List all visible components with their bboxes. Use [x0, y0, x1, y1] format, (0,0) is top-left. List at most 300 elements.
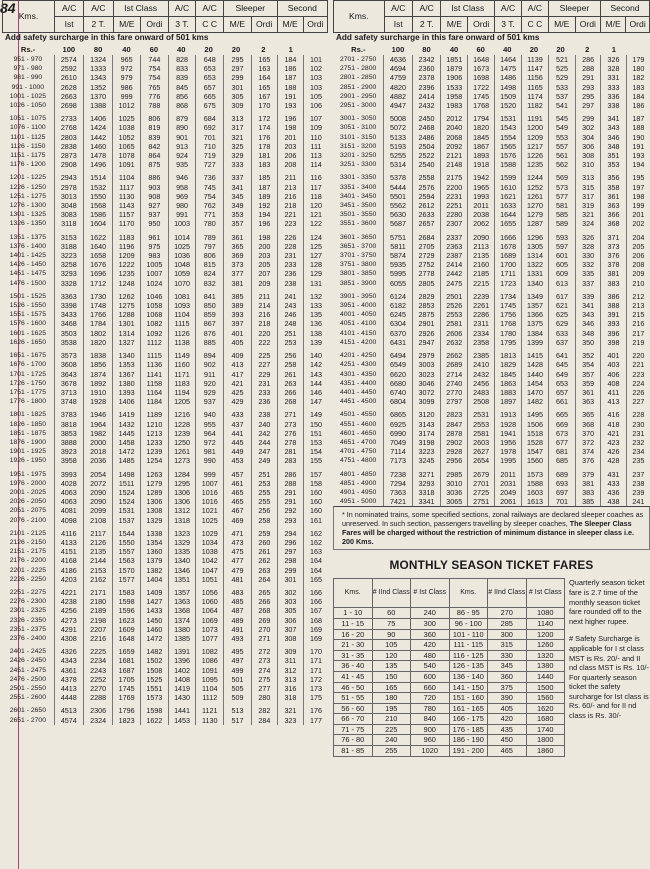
fare-cell: 505 [224, 684, 252, 693]
fare-cell: 441 [224, 429, 252, 438]
right-fare-row [333, 114, 650, 123]
fare-cell: 223 [626, 370, 650, 379]
fare-cell: 2148 [441, 160, 468, 169]
fare-cell: 223 [277, 219, 303, 228]
fare-cell: 1409 [141, 588, 169, 597]
fare-cell: 219 [626, 338, 650, 347]
fare-cell: 2574 [54, 55, 83, 64]
fare-cell: 876 [196, 329, 224, 338]
fare-cell: 2531 [468, 410, 495, 419]
fare-cell: 188 [277, 83, 303, 92]
fare-cell: 4291 [54, 625, 83, 634]
kms-range-cell: 1101 - 1125 [10, 133, 46, 141]
monthly-row [334, 618, 565, 629]
fare-cell: 4361 [54, 666, 83, 675]
fare-cell: 411 [601, 388, 626, 397]
fare-cell: 1964 [83, 420, 112, 429]
right-fare-row [333, 292, 650, 301]
fare-cell: 269 [251, 616, 277, 625]
fare-cell: 1659 [113, 647, 141, 656]
fare-cell: 1357 [522, 301, 549, 310]
fare-cell: 263 [251, 566, 277, 575]
fare-cell: 1712 [83, 279, 112, 288]
fare-cell: 167 [251, 92, 277, 101]
fare-cell: 1048 [168, 260, 196, 269]
fare-cell: 693 [549, 479, 576, 488]
fare-cell: 677 [549, 438, 576, 447]
fare-cell: 2108 [83, 516, 112, 525]
fare-cell: 1250 [168, 438, 196, 447]
kms-range-cell: 1401 - 1425 [9, 252, 46, 260]
fare-cell: 562 [549, 160, 576, 169]
fare-cell: 2072 [83, 479, 112, 488]
fare-cell: 449 [224, 447, 252, 456]
fare-cell: 513 [224, 706, 252, 715]
fare-cell: 1343 [83, 73, 112, 82]
fare-cell: 131 [303, 279, 328, 288]
kms-range-cell: 2026 - 2050 [9, 498, 46, 506]
fare-cell: 259 [251, 529, 277, 538]
fare-cell: 3271 [412, 470, 441, 479]
kms-range-cell: 2551 - 2600 [9, 694, 46, 702]
fare-cell: 343 [575, 310, 600, 319]
monthly-title: MONTHLY SEASON TICKET FARES [389, 558, 594, 573]
fare-cell: 385 [224, 292, 252, 301]
fare-cell: 1433 [141, 606, 169, 615]
monthly-cell: 96 - 100 [449, 618, 488, 629]
fare-cell: 975 [141, 242, 169, 251]
fare-cell: 2847 [441, 420, 468, 429]
fare-cell: 2610 [54, 73, 83, 82]
monthly-cell: 141 - 150 [449, 682, 488, 693]
left-fare-row [2, 292, 328, 301]
right-fare-row [333, 64, 650, 73]
fare-cell: 2011 [468, 201, 495, 210]
fare-cell: 1676 [83, 260, 112, 269]
fare-cell: 1520 [495, 101, 522, 110]
left-fare-row [2, 379, 328, 388]
right-header-sub-5-0: M/E [548, 17, 575, 33]
fare-cell: 461 [224, 479, 252, 488]
fare-cell: 4221 [54, 588, 83, 597]
kms-range-cell: 3751 - 3800 [339, 261, 377, 269]
fare-cell: 901 [168, 133, 196, 142]
fare-cell: 2261 [468, 301, 495, 310]
fare-cell: 226 [626, 388, 650, 397]
right-fare-row [333, 379, 650, 388]
fare-cell: 2061 [495, 497, 522, 506]
fare-cell: 841 [196, 292, 224, 301]
fare-cell: 183 [251, 160, 277, 169]
fare-cell: 1213 [141, 429, 169, 438]
fare-cell: 1209 [522, 133, 549, 142]
fare-cell: 339 [575, 292, 600, 301]
fare-cell: 190 [626, 133, 650, 142]
fare-cell: 232 [626, 438, 650, 447]
kms-range-cell: 1976 - 2000 [9, 479, 46, 487]
fare-cell: 2092 [441, 142, 468, 151]
fare-cell: 1382 [141, 566, 169, 575]
fare-cell: 839 [141, 133, 169, 142]
fare-cell: 471 [224, 529, 252, 538]
fare-cell: 433 [224, 410, 252, 419]
right-header-col-5: Sleeper [548, 1, 600, 17]
fare-cell: 1525 [141, 675, 169, 684]
fare-cell: 377 [224, 269, 252, 278]
fare-cell: 144 [303, 379, 328, 388]
kms-range-cell: 2126 - 2150 [9, 538, 46, 546]
kms-range-cell: 1126 - 1150 [10, 142, 46, 150]
fare-cell: 106 [303, 101, 328, 110]
fare-cell: 2207 [83, 625, 112, 634]
fare-cell: 1442 [83, 133, 112, 142]
left-fare-row [2, 279, 328, 288]
monthly-cell: 255 [372, 746, 411, 757]
kms-range-cell: 4901 - 4950 [339, 488, 377, 496]
fare-cell: 301 [277, 575, 303, 584]
fare-cell: 2612 [412, 201, 441, 210]
fare-cell: 1867 [468, 142, 495, 151]
fare-cell: 1209 [113, 251, 141, 260]
monthly-row [334, 682, 565, 693]
fare-cell: 1633 [495, 201, 522, 210]
monthly-cell: 435 [488, 724, 527, 735]
left-fare-row [2, 360, 328, 369]
kms-range-cell: 2001 - 2025 [9, 488, 46, 496]
right-fare-row [333, 201, 650, 210]
fare-cell: 169 [303, 625, 328, 634]
fare-cell: 842 [141, 142, 169, 151]
monthly-cell: 1560 [526, 693, 565, 704]
fare-cell: 637 [549, 338, 576, 347]
fare-cell: 2450 [412, 114, 441, 123]
fare-cell: 479 [224, 566, 252, 575]
fare-cell: 4238 [54, 597, 83, 606]
fare-cell: 206 [277, 151, 303, 160]
fare-cell: 1244 [522, 173, 549, 182]
fare-cell: 5935 [384, 260, 413, 269]
fare-cell: 2171 [83, 588, 112, 597]
fare-cell: 689 [549, 470, 576, 479]
fare-cell: 1766 [83, 310, 112, 319]
monthly-cell: 600 [411, 671, 450, 682]
fare-cell: 657 [196, 83, 224, 92]
fare-cell: 365 [224, 242, 252, 251]
fare-cell: 291 [277, 497, 303, 506]
fare-cell: 222 [251, 338, 277, 347]
left-column [2, 0, 328, 725]
fare-cell: 2956 [441, 456, 468, 465]
fare-cell: 2054 [83, 470, 112, 479]
fare-cell: 4098 [54, 516, 83, 525]
fare-cell: 406 [601, 370, 626, 379]
fare-cell: 122 [303, 219, 328, 228]
fare-cell: 1357 [168, 588, 196, 597]
fare-cell: 260 [251, 538, 277, 547]
fare-cell: 2689 [441, 360, 468, 369]
fare-cell: 2185 [468, 269, 495, 278]
right-fare-row [333, 101, 650, 110]
fare-cell: 649 [549, 370, 576, 379]
fare-cell: 5995 [384, 269, 413, 278]
fare-cell: 521 [549, 55, 576, 64]
fare-cell: 1460 [141, 625, 169, 634]
right-header-col-2: Ist Class [441, 1, 495, 17]
monthly-cell: 375 [488, 682, 527, 693]
kms-range-cell: 1501 - 1525 [9, 292, 46, 300]
fare-cell: 1598 [141, 706, 169, 715]
fare-cell: 164 [251, 73, 277, 82]
fare-cell: 313 [277, 675, 303, 684]
fare-cell: 549 [549, 123, 576, 132]
fare-cell: 1560 [522, 456, 549, 465]
right-header-sub-6-1: Ordi [626, 17, 650, 33]
fare-cell: 228 [626, 410, 650, 419]
left-fare-row [2, 310, 328, 319]
left-header-kms: Kms. [3, 1, 55, 33]
right-header-sub-2-0: M/E [441, 17, 468, 33]
fare-cell: 2049 [495, 488, 522, 497]
monthly-row [334, 746, 565, 757]
monthly-cell: 120 [372, 650, 411, 661]
left-fare-row [2, 497, 328, 506]
fare-cell: 1314 [522, 251, 549, 260]
fare-cell: 165 [251, 55, 277, 64]
left-fare-row [2, 73, 328, 82]
fare-cell: 593 [549, 233, 576, 242]
kms-range-cell: 3601 - 3650 [339, 233, 377, 241]
fare-cell: 185 [251, 173, 277, 182]
fare-cell: 283 [277, 456, 303, 465]
monthly-cell: 101 - 110 [449, 629, 488, 640]
fare-cell: 828 [168, 55, 196, 64]
monthly-cell: 36 - 40 [334, 661, 373, 672]
fare-cell: 1038 [113, 123, 141, 132]
fare-cell: 1115 [168, 319, 196, 328]
fare-cell: 2189 [83, 606, 112, 615]
kms-range-cell: 2351 - 2375 [9, 625, 46, 633]
monthly-cell: 540 [411, 661, 450, 672]
fare-cell: 1557 [113, 547, 141, 556]
fare-cell: 436 [601, 488, 626, 497]
fare-cell: 1235 [522, 160, 549, 169]
fare-cell: 341 [575, 301, 600, 310]
fare-cell: 1509 [495, 92, 522, 101]
fare-cell: 372 [575, 438, 600, 447]
left-fare-row [2, 420, 328, 429]
fare-cell: 1640 [83, 242, 112, 251]
fare-cell: 4343 [54, 656, 83, 665]
fare-cell: 1295 [168, 479, 196, 488]
fare-cell: 271 [277, 410, 303, 419]
fare-cell: 2288 [83, 693, 112, 702]
fare-cell: 2410 [468, 360, 495, 369]
fare-cell: 1795 [495, 338, 522, 347]
fare-cell: 306 [277, 616, 303, 625]
fare-cell: 4759 [384, 73, 413, 82]
left-header-col-6: Second [277, 1, 327, 17]
fare-cell: 374 [575, 447, 600, 456]
fare-cell: 1007 [196, 479, 224, 488]
fare-cell: 221 [277, 210, 303, 219]
fare-cell: 345 [224, 192, 252, 201]
left-fare-row [2, 160, 328, 169]
left-fare-row [2, 447, 328, 456]
fare-cell: 1428 [522, 360, 549, 369]
fare-cell: 266 [251, 597, 277, 606]
left-surcharge-val: 60 [149, 45, 159, 54]
left-fare-row [2, 233, 328, 242]
fare-cell: 202 [626, 219, 650, 228]
fare-cell: 199 [626, 201, 650, 210]
kms-range-cell: 3801 - 3850 [339, 270, 377, 278]
fare-cell: 381 [224, 279, 252, 288]
fare-cell: 2594 [412, 192, 441, 201]
right-surcharge-val: 1 [611, 45, 616, 54]
fare-cell: 135 [303, 310, 328, 319]
fare-cell: 788 [141, 101, 169, 110]
fare-cell: 4081 [54, 506, 83, 515]
fare-cell: 1544 [113, 529, 141, 538]
monthly-cell: 390 [488, 693, 527, 704]
fare-cell: 1863 [495, 379, 522, 388]
fare-cell: 1644 [495, 210, 522, 219]
kms-range-cell: 1426 - 1450 [9, 261, 46, 269]
fare-cell: 1346 [168, 566, 196, 575]
fare-cell: 839 [168, 73, 196, 82]
fare-cell: 1784 [83, 319, 112, 328]
kms-range-cell: 1051 - 1075 [9, 115, 46, 123]
right-header-col-1: A/C [412, 1, 440, 17]
fare-cell: 1158 [141, 379, 169, 388]
fare-cell: 981 [196, 447, 224, 456]
fare-cell: 2985 [441, 470, 468, 479]
fare-cell: 230 [626, 420, 650, 429]
fare-cell: 465 [224, 488, 252, 497]
monthly-cell: 51 - 55 [334, 693, 373, 704]
fare-cell: 2000 [83, 438, 112, 447]
fare-cell: 1070 [168, 279, 196, 288]
fare-cell: 302 [575, 123, 600, 132]
monthly-cell: 300 [488, 629, 527, 640]
fare-cell: 170 [251, 101, 277, 110]
fare-cell: 958 [168, 183, 196, 192]
fare-cell: 645 [549, 360, 576, 369]
fare-cell: 1756 [495, 310, 522, 319]
fare-cell: 833 [168, 64, 196, 73]
right-header-col-0-b: Ist [384, 17, 412, 33]
fare-cell: 1073 [196, 625, 224, 634]
fare-cell: 581 [549, 201, 576, 210]
fare-cell: 1058 [141, 301, 169, 310]
fare-cell: 509 [224, 693, 252, 702]
right-surcharge-val: 40 [503, 45, 512, 54]
fare-cell: 437 [224, 420, 252, 429]
fare-cell: 5501 [384, 192, 413, 201]
fare-cell: 1514 [83, 173, 112, 182]
left-fare-row [2, 575, 328, 584]
fare-cell: 5444 [384, 183, 413, 192]
left-fare-row [2, 456, 328, 465]
monthly-header-cell: # IInd Class [372, 579, 411, 608]
fare-cell: 1093 [168, 301, 196, 310]
fare-cell: 2090 [83, 488, 112, 497]
fare-cell: 1007 [141, 269, 169, 278]
monthly-cell: 300 [411, 618, 450, 629]
fare-cell: 920 [196, 379, 224, 388]
fare-cell: 2632 [441, 338, 468, 347]
fare-cell: 140 [303, 351, 328, 360]
left-fare-row [2, 506, 328, 515]
fare-cell: 228 [277, 242, 303, 251]
fare-cell: 493 [224, 634, 252, 643]
monthly-header-row [334, 579, 565, 608]
fare-cell: 1893 [468, 151, 495, 160]
fare-cell: 657 [549, 388, 576, 397]
kms-range-cell: 2901 - 2950 [339, 92, 377, 100]
fare-cell: 1393 [113, 388, 141, 397]
fare-cell: 350 [575, 338, 600, 347]
fare-cell: 1673 [468, 64, 495, 73]
fare-cell: 180 [626, 64, 650, 73]
left-header-sub-5-0: M/E [224, 17, 252, 33]
right-fare-row [333, 360, 650, 369]
fare-cell: 383 [601, 279, 626, 288]
fare-cell: 1441 [168, 706, 196, 715]
fare-cell: 3643 [54, 370, 83, 379]
fare-cell: 231 [251, 379, 277, 388]
fare-cell: 348 [575, 329, 600, 338]
fare-cell: 2725 [468, 488, 495, 497]
fare-cell: 2926 [412, 329, 441, 338]
fare-cell: 1021 [196, 506, 224, 515]
kms-range-cell: 2801 - 2850 [339, 74, 377, 82]
fare-cell: 189 [251, 192, 277, 201]
fare-cell: 321 [277, 706, 303, 715]
fare-cell: 4186 [54, 566, 83, 575]
fare-cell: 376 [575, 456, 600, 465]
fare-cell: 1609 [113, 625, 141, 634]
fare-cell: 2729 [412, 251, 441, 260]
fare-cell: 328 [601, 64, 626, 73]
fare-cell: 2823 [441, 410, 468, 419]
monthly-side-notes [569, 578, 649, 728]
fare-cell: 438 [601, 497, 626, 506]
kms-range-cell: 4351 - 4400 [339, 379, 377, 387]
left-fare-row [2, 666, 328, 675]
fare-cell: 136 [303, 319, 328, 328]
fare-cell: 648 [196, 55, 224, 64]
fare-cell: 1598 [113, 597, 141, 606]
fare-cell: 2216 [83, 634, 112, 643]
fare-cell: 1296 [522, 233, 549, 242]
fare-cell: 4448 [54, 693, 83, 702]
fare-cell: 1164 [141, 388, 169, 397]
left-fare-row [2, 183, 328, 192]
monthly-cell: 1080 [526, 608, 565, 619]
fare-cell: 363 [575, 397, 600, 406]
right-fare-row [333, 251, 650, 260]
fare-cell: 201 [277, 133, 303, 142]
left-fare-row [2, 173, 328, 182]
fare-cell: 326 [601, 55, 626, 64]
fare-cell: 2135 [468, 251, 495, 260]
fare-cell: 301 [224, 83, 252, 92]
fare-cell: 173 [303, 684, 328, 693]
fare-cell: 1289 [141, 488, 169, 497]
fare-cell: 525 [549, 64, 576, 73]
fare-cell: 701 [196, 133, 224, 142]
